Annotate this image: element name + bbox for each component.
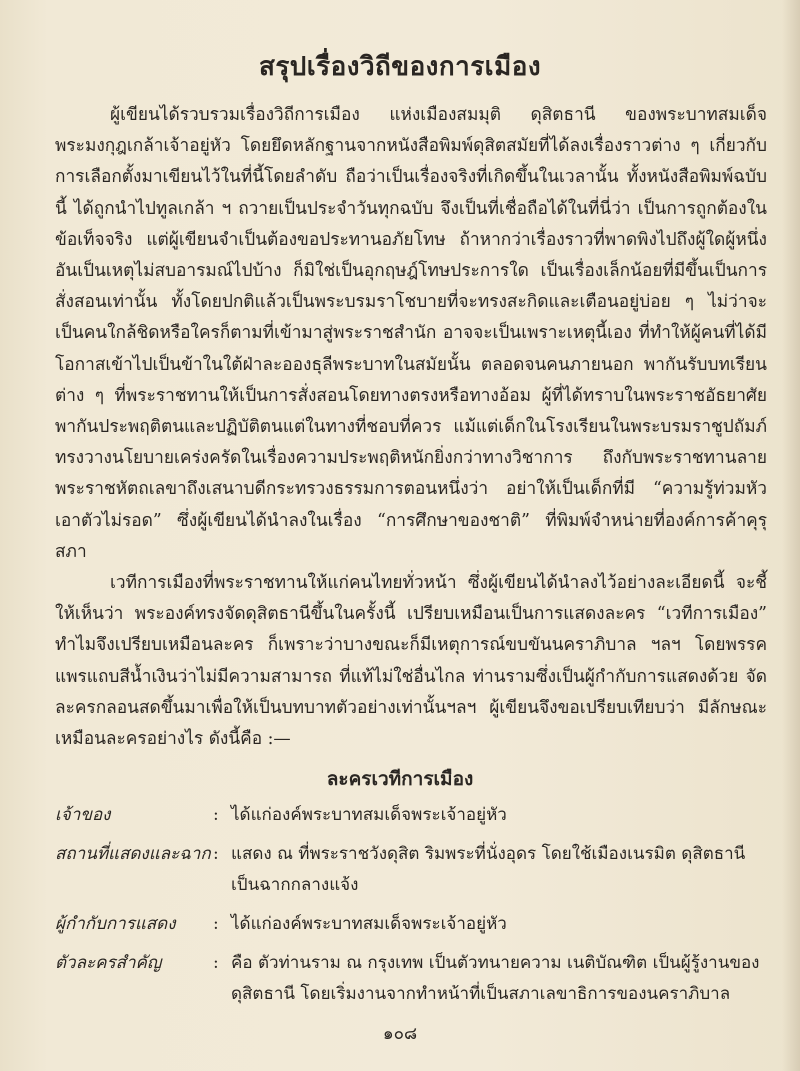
credit-label: ตัวละครสำคัญ bbox=[55, 953, 162, 973]
paragraph-2: เวทีการเมืองที่พระราชทานให้แก่คนไทยทั่วหน้า ซึ่งผู้เขียนได้นำลงไว้อย่างละเอียดนี้ จะชี้ให้เห็นว่า พระองค์ทรงจัดดุสิตธานีขึ้นในครั้งนี้ เปรียบเหมือนเป็นการแสดงละคร “เวทีการเมือง” ทำไมจึงเปรียบเหมือนละคร ก็เพราะว่าบางขณะก็มีเหตุการณ์ขบขันนคราภิบาล ฯลฯ โดยพรรคแพรแถบสีน้ำเงินว่าไม่มีความสามารถ ที่แท้ไม่ใช่อื่นไกล ท่านรามซึ่งเป็นผู้กำกับการแสดงด้วย จัดละครกลอนสดขึ้นมาเพื่อให้เป็นบทบาทตัวอย่างเท่านั้นฯลฯ ผู้เขียนจึงขอเปรียบเทียบว่า มีลักษณะเหมือนละครอย่างไร ดังนี้คือ :— bbox=[55, 573, 767, 750]
credits-list bbox=[55, 800, 767, 1018]
credit-row-director bbox=[55, 909, 767, 940]
section-subtitle: ละครเวทีการเมือง bbox=[326, 768, 474, 790]
credit-value: คือ ตัวท่านราม ณ กรุงเทพ เป็นตัวทนายความ เนติบัณฑิต เป็นผู้รู้งานของดุสิตธานี โดยเริ่มงานจากทำหน้าที่เป็นสภาเลขาธิการของนคราภิบาล bbox=[231, 953, 760, 1004]
credit-separator: : bbox=[213, 805, 219, 825]
credit-row-venue bbox=[55, 839, 767, 901]
page-edge-shadow bbox=[782, 0, 800, 1071]
credit-row-main-character bbox=[55, 948, 767, 1010]
credit-separator: : bbox=[213, 844, 219, 864]
credit-separator: : bbox=[213, 914, 219, 934]
credit-separator: : bbox=[213, 953, 219, 973]
credit-value: ได้แก่องค์พระบาทสมเด็จพระเจ้าอยู่หัว bbox=[231, 805, 507, 825]
body-text bbox=[55, 100, 767, 755]
credit-value: แสดง ณ ที่พระราชวังดุสิต ริมพระที่นั่งอุดร โดยใช้เมืองเนรมิต ดุสิตธานีเป็นฉากกลางแจ้ง bbox=[231, 844, 746, 895]
credit-value: ได้แก่องค์พระบาทสมเด็จพระเจ้าอยู่หัว bbox=[231, 914, 507, 934]
credit-label: สถานที่แสดงและฉาก bbox=[55, 844, 211, 864]
paragraph-1: ผู้เขียนได้รวบรวมเรื่องวิถีการเมือง แห่งเมืองสมมุติ ดุสิตธานี ของพระบาทสมเด็จพระมงกุฎเกล้าเจ้าอยู่หัว โดยยึดหลักฐานจากหนังสือพิมพ์ดุสิตสมัยที่ได้ลงเรื่องราวต่าง ๆ เกี่ยวกับการเลือกตั้งมาเขียนไว้ในที่นี้โดยลำดับ ถือว่าเป็นเรื่องจริงที่เกิดขึ้นในเวลานั้น ทั้งหนังสือพิมพ์ฉบับนี้ ได้ถูกนำไปทูลเกล้า ฯ ถวายเป็นประจำวันทุกฉบับ จึงเป็นที่เชื่อถือได้ในที่นี่ว่า เป็นการถูกต้องในข้อเท็จจริง แต่ผู้เขียนจำเป็นต้องขอประทานอภัยโทษ ถ้าหากว่าเรื่องราวที่พาดพิงไปถึงผู้ใดผู้หนึ่งอันเป็นเหตุไม่สบอารมณ์ไปบ้าง ก็มิใช่เป็นอุกฤษฎ์โทษประการใด เป็นเรื่องเล็กน้อยที่มีขึ้นเป็นการสั่งสอนเท่านั้น ทั้งโดยปกติแล้วเป็นพระบรมราโชบายที่จะทรงสะกิดและเตือนอยู่บ่อย ๆ ไม่ว่าจะเป็นคนใกล้ชิดหรือใครก็ตามที่เข้ามาสู่พระราชสำนัก อาจจะเป็นเพราะเหตุนี้เอง ที่ทำให้ผู้คนที่ได้มีโอกาสเข้าไปเป็นข้าในใต้ฝ่าละอองธุลีพระบาทในสมัยนั้น ตลอดจนคนภายนอก พากันรับบทเรียนต่าง ๆ ที่พระราชทานให้เป็นการสั่งสอนโดยทางตรงหรือทางอ้อม ผู้ที่ได้ทราบในพระราชอัธยาศัย พากันประพฤติตนและปฏิบัติตนแต่ในทางที่ชอบที่ควร แม้แต่เด็กในโรงเรียนในพระบรมราชูปถัมภ์ ทรงวางนโยบายเคร่งครัดในเรื่องความประพฤติหนักยิ่งกว่าทางวิชาการ ถึงกับพระราชทานลายพระราชหัตถเลขาถึงเสนาบดีกระทรวงธรรมการตอนหนึ่งว่า อย่าให้เป็นเด็กที่มี “ความรู้ท่วมหัวเอาตัวไม่รอด” ซึ่งผู้เขียนได้นำลงในเรื่อง “การศึกษาของชาติ” ที่พิมพ์จำหน่ายที่องค์การค้าคุรุสภา bbox=[55, 105, 767, 562]
page-number: ๑๐๘ bbox=[382, 1024, 418, 1044]
credit-label: เจ้าของ bbox=[55, 805, 111, 825]
page-title: สรุปเรื่องวิถีของการเมือง bbox=[258, 52, 542, 82]
credit-row-owner bbox=[55, 800, 767, 831]
credit-label: ผู้กำกับการแสดง bbox=[55, 914, 176, 934]
